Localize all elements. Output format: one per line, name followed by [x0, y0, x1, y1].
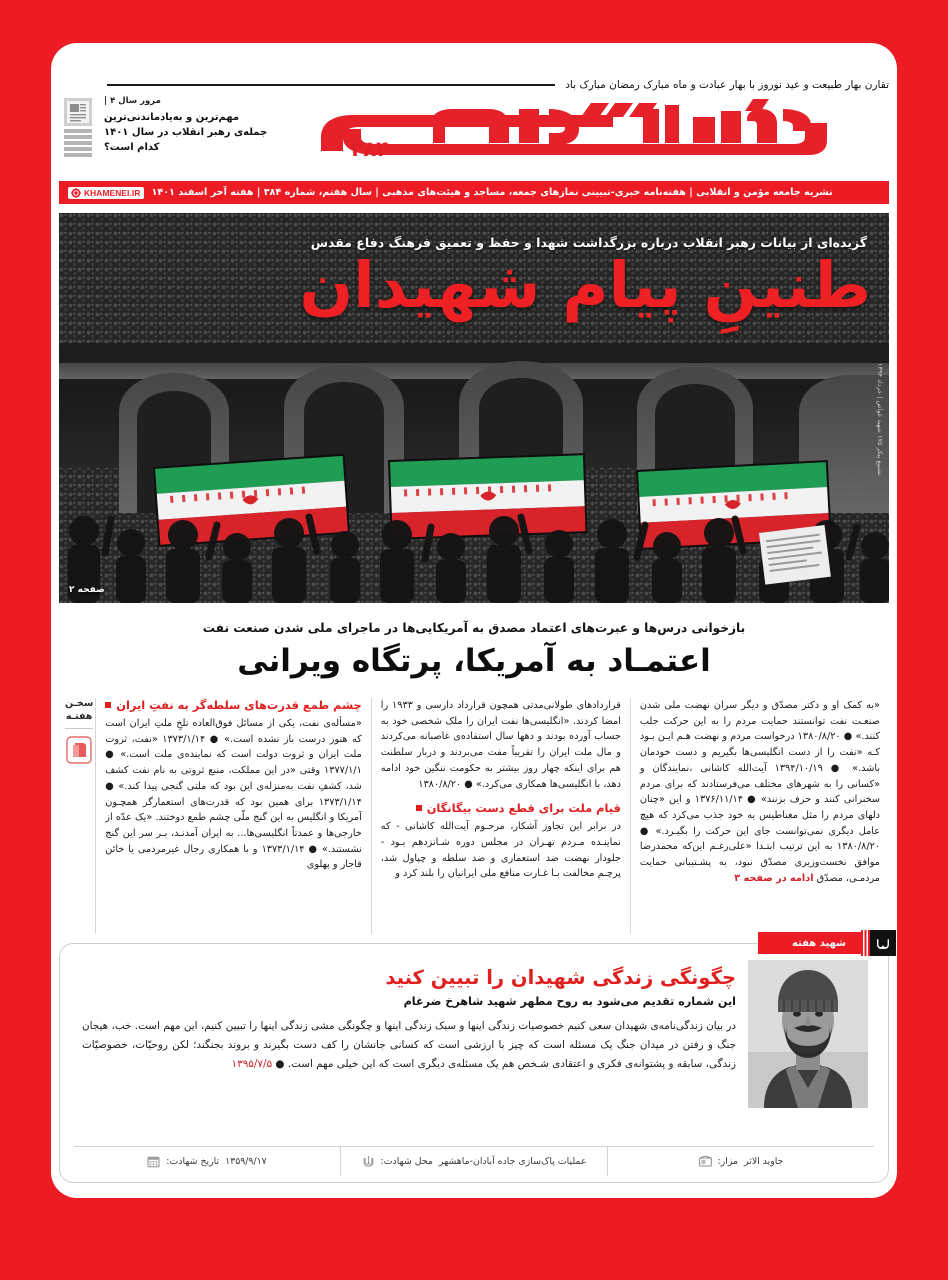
meta-date-label: تاریخ شهادت:	[166, 1156, 220, 1167]
column-mid-body-2: در برابر این تجاوز آشکار، مرحـوم آیت‌الله کاشانی - که نماینـده مـردم تهـران در مجلس دوره شـانزدهم بـود - جلودار نهضت ضد استعماری و ضد سلطه و چپاول شد، پرچـم مخالفت بـا غـارت منافع ملی ایرانیان را بلند کرد و	[380, 821, 621, 880]
continue-link[interactable]: ادامه در صفحه ۳	[734, 872, 814, 884]
masthead	[59, 93, 889, 179]
calendar-icon	[147, 1155, 160, 1168]
martyr-dedication	[82, 995, 736, 1008]
hero-title: طنینِ پیام شهیدان	[299, 249, 871, 322]
martyr-quote-text: در بیان زندگی‌نامه‌ی شهیدان سعی کنیم خصوصیات زندگی اینها و سبک زندگی اینها و چگونگی مشی زندگی اینها را تبیین کنیم، این مهم است. خب، هیجان جنگ و رفتن در میدان جنگ یک مسئله است که چیز با ارزشی است که کسانی جانشان را کف دست بگیرند و بروند بجنگند؛ لکن روحیّات، خصوصیّات زندگی، سابقه و پشتوانه‌ی فکری و اعتقادی شـخص هم یک مسئله‌ی دیگری است که این خیلی مهم است. ●	[82, 1020, 736, 1070]
tab-stripes-decor	[861, 930, 870, 956]
martyr-tab-text: شهید هفته	[791, 937, 846, 949]
promo-block[interactable]	[61, 95, 321, 175]
grave-icon	[699, 1155, 712, 1168]
issue-number: ۳۸۴	[350, 137, 389, 161]
promo-line-2: جمله‌ی رهبر انقلاب در سال ۱۴۰۱	[104, 126, 268, 138]
tulip-icon	[870, 930, 896, 956]
promo-line-3: کدام است؟	[104, 141, 160, 153]
promo-line-1: مهم‌ترین و به‌یادماندنی‌ترین	[104, 112, 240, 123]
newspaper-icon	[61, 97, 95, 159]
site-name-label: KHAMENEI.IR	[84, 187, 141, 198]
greeting-text: تقارن بهار طبیعت و عید نوروز با بهار عبادت و ماه مبارک رمضان مبارک باد	[565, 79, 889, 91]
martyr-dedication-prefix: این شماره تقدیم می‌شود به روح مطهر	[516, 995, 736, 1008]
meta-place	[341, 1147, 608, 1176]
meta-grave-value: جاوید الاثر	[744, 1156, 784, 1167]
square-bullet-icon	[105, 702, 111, 708]
hero-photo-credit: تشییع پیکر ۱۷۵ شهید غواص | خرداد ۱۳۹۴	[876, 363, 884, 476]
martyr-headline[interactable]: چگونگی زندگی شهیدان را تبیین کنید	[385, 966, 736, 989]
location-tulip-icon	[362, 1155, 375, 1168]
sokhan-label	[65, 698, 93, 729]
publication-info-bar	[59, 181, 889, 204]
martyr-name: شهید شاهرخ ضرغام	[403, 995, 517, 1008]
promo-kicker: مرور سال ۴ |	[104, 96, 161, 106]
martyr-meta-row	[74, 1146, 874, 1176]
greeting-rule	[107, 84, 555, 86]
publication-info-text: نشریه جامعه مؤمن و انقلابی | هفته‌نامه خبری-تبیینی نمازهای جمعه، مساجد و هیئت‌های مذهبی | سال هفتم، شماره ۳۸۴ | هفته آخر اسفند ۱۴۰۱	[151, 187, 833, 198]
publication-logo[interactable]	[313, 97, 833, 169]
meta-grave	[608, 1147, 874, 1176]
hero-photo	[59, 213, 889, 603]
martyr-quote-date: ۱۳۹۵/۷/۵	[231, 1057, 273, 1070]
meta-grave-label: مزار:	[717, 1156, 739, 1167]
sokhan-label-line2: هفتـه	[65, 710, 93, 722]
martyr-tab-label	[758, 932, 862, 954]
meta-place-label: محل شهادت:	[380, 1156, 433, 1167]
article2-kicker: بازخوانی درس‌ها و عبرت‌های اعتماد مصدق به آمریکایی‌ها در ماجرای ملی شدن صنعت نفت	[202, 621, 746, 635]
column-mid-subheading-text: قیام ملت برای قطع دست بیگانگان	[426, 801, 621, 816]
article2-title[interactable]: اعتمـاد به آمریکا، پرتگاه ویرانی	[237, 643, 711, 679]
page-sheet	[51, 43, 897, 1198]
document-quote-icon	[66, 736, 92, 764]
article-column-middle	[372, 698, 631, 934]
column-left-text: «به کمک او و دکتر مصدّق و دیگر سران نهضت ملی شدن صنعـت نفت توانستند حمایت مردم را به این حرکت جلب کنند.» ● ۱۳۸۰/۸/۲۰ درخواست مردم و نهضت هـم ایـن بـود کـه «نفت را از دست انگلیسی‌ها بگیریم و دست خودمان باشد.» ● ۱۳۹۴/۱۰/۱۹ آیت‌الله کاشانی ،نمایندگان و «کسانی را به شهرهای مختلف می‌فرستادند که برای مردم سخنرانی کنند و حرف بزنند» ● ۱۳۷۶/۱۱/۱۴ و این «چنان دلهای مردم را مثل مغناطیس به خود جذب می‌کرد که هیچ عامل دیگری نمی‌توانست جای این حرکت را بگیـرد.» ● ۱۳۸۰/۸/۲۰ به این ترتیب ابتـدا «علی‌رغـم این‌که محمدرضا موافق نخست‌وزیری مصدّق نبود، به پشـتیبانی حمایت مردمـی، مصدّق	[639, 700, 880, 884]
column-right-body: «مسأله‌ی نفت، یکی از مسائل فوق‌العاده تلخِ ملتِ ایران است که هنوز درست باز نشده است.» ● ۱۳۷۳/۱/۱۴ «نفت، ثروت ملت ایران و ثروت دولت است که نماینده‌ی ملت است.» ● ۱۳۷۷/۱/۱ وقتی «در این مملکت، منبع ثروتی به نام نفت کشف شد، کشفِ نفت به‌منزله‌ی این بود که ملتی گنجی پیدا کند.» ● ۱۳۷۳/۱/۱۴ برای همین بود که قدرت‌های استعمارگر همچـون آمریکا و انگلیس به این گنج ملّی چشم طمع دوختند. «یک عدّه از خارجی‌ها و عمدتاً انگلیسی‌ها... به ایران آمدنـد، بـر سر این گنج نشستند.» ● ۱۳۷۳/۱/۱۴ و با همکاری رجال غیرمردمی یا خائن قاجار و پهلوی	[105, 718, 362, 871]
meta-date-value: ۱۳۵۹/۹/۱۷	[225, 1156, 267, 1167]
khamenei-site-badge[interactable]	[68, 187, 144, 199]
hero-page-note[interactable]: صفحه ۲	[69, 585, 105, 595]
hero-kicker: گزیده‌ای از بیانات رهبر انقلاب درباره بزرگداشت شهدا و حفظ و تعمیق فرهنگ دفاع مقدس	[310, 235, 867, 250]
article-column-right	[96, 698, 372, 934]
article-column-left	[631, 698, 889, 934]
meta-date	[74, 1147, 341, 1176]
martyr-of-week-card	[59, 937, 889, 1183]
khamenei-seal-icon	[71, 188, 81, 198]
column-mid-subheading	[381, 801, 621, 815]
sokhan-label-line1: سخـن	[65, 698, 94, 709]
martyr-portrait	[748, 960, 868, 1108]
square-bullet-icon	[416, 805, 422, 811]
column-right-heading-text: چشم طمع قدرت‌های سلطه‌گر به نفتِ ایران	[116, 698, 362, 712]
top-greeting-strip	[59, 75, 889, 95]
sokhan-hafte-rail	[59, 698, 96, 934]
martyr-quote-body	[82, 1017, 736, 1074]
article-columns	[59, 698, 889, 934]
column-mid-body-1: قراردادهای طولانی‌مدتی همچون قرارداد دارسی و ۱۹۳۳ را امضا کردند. «انگلیسی‌ها نفت ایران را ملک شخصی خود به حساب آورده بودند و دهها سال استفاده‌ی غاصبانه می‌کردند و مال ملت ایران را تقریباً مفت می‌بردند و دربار سلطنت هم برای اینکه چهار روز بیشتر به حکومت ننگین خود ادامه دهد، با انگلیسی‌ها همکاری می‌کرد.» ● ۱۳۸۰/۸/۲۰	[380, 700, 621, 790]
meta-place-value: عملیات پاک‌سازی جاده آبادان-ماهشهر	[438, 1156, 587, 1167]
column-left-body	[640, 698, 880, 887]
column-right-heading	[105, 698, 362, 712]
